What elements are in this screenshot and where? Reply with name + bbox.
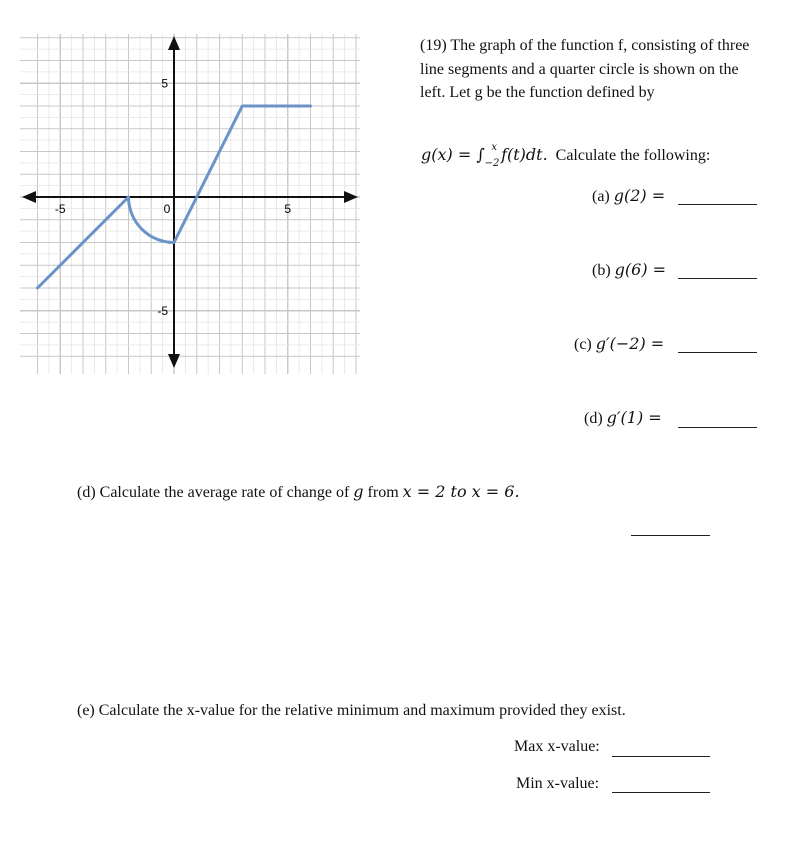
graph-grid: [20, 34, 360, 374]
max-x-value-blank[interactable]: [612, 756, 710, 757]
part-a-expr: g(2) =: [613, 186, 666, 205]
x-axis-left-arrow: [22, 191, 36, 203]
max-x-value-label: Max x-value:: [514, 738, 600, 755]
instruction-text: Calculate the following:: [555, 147, 711, 164]
y-axis-bottom-arrow: [168, 354, 180, 368]
y-tick-label: -5: [157, 303, 168, 318]
min-x-value-label: Min x-value:: [516, 775, 600, 792]
part-c-expr: g′(−2) =: [595, 334, 665, 353]
part-b-expr: g(6) =: [614, 260, 667, 279]
part-a-label: (a): [592, 188, 610, 205]
x-tick-label: -5: [54, 202, 66, 216]
part-d-expr: g′(1) =: [606, 408, 662, 427]
question-text: [420, 34, 760, 105]
function-graph: [20, 34, 360, 374]
part-b-label: (b): [592, 262, 611, 279]
part-a-answer-blank[interactable]: [678, 204, 757, 205]
x-tick-label: 5: [284, 202, 292, 216]
part-d: [584, 408, 662, 428]
part-d-average-rate: [77, 482, 520, 502]
part-d2-var: g: [353, 482, 364, 501]
definition-lhs: g(x) = ∫: [421, 145, 485, 164]
part-c-answer-blank[interactable]: [678, 352, 757, 353]
part-d-answer-blank[interactable]: [678, 427, 757, 428]
integral-lower-limit: −2: [484, 158, 500, 170]
part-b: [592, 260, 666, 280]
part-c: [574, 334, 664, 354]
part-d2-text: (d) Calculate the average rate of change of: [77, 484, 350, 501]
part-b-answer-blank[interactable]: [678, 278, 757, 279]
definition-integrand: f(t)dt.: [501, 145, 548, 164]
x-tick-label: 0: [163, 202, 171, 216]
part-e: [77, 702, 626, 720]
part-d-label: (d): [584, 410, 603, 427]
question-body: The graph of the function f, consisting of three line segments and a quarter circle is shown on the left. Let g be the function defined by: [420, 37, 750, 101]
y-tick-label: 5: [161, 76, 168, 91]
min-x-value-blank[interactable]: [612, 792, 710, 793]
part-d2-expr: x = 2 to x = 6.: [402, 482, 520, 501]
part-c-label: (c): [574, 336, 592, 353]
part-d2-from: from: [367, 484, 399, 501]
part-a: [592, 186, 665, 206]
part-d2-answer-blank[interactable]: [631, 535, 710, 536]
question-number: (19): [420, 37, 447, 54]
part-e-text: (e) Calculate the x-value for the relative minimum and maximum provided they exist.: [77, 702, 626, 719]
graph-axes: [22, 36, 358, 368]
integral-upper-limit: x: [491, 141, 498, 153]
g-definition: [421, 141, 711, 170]
